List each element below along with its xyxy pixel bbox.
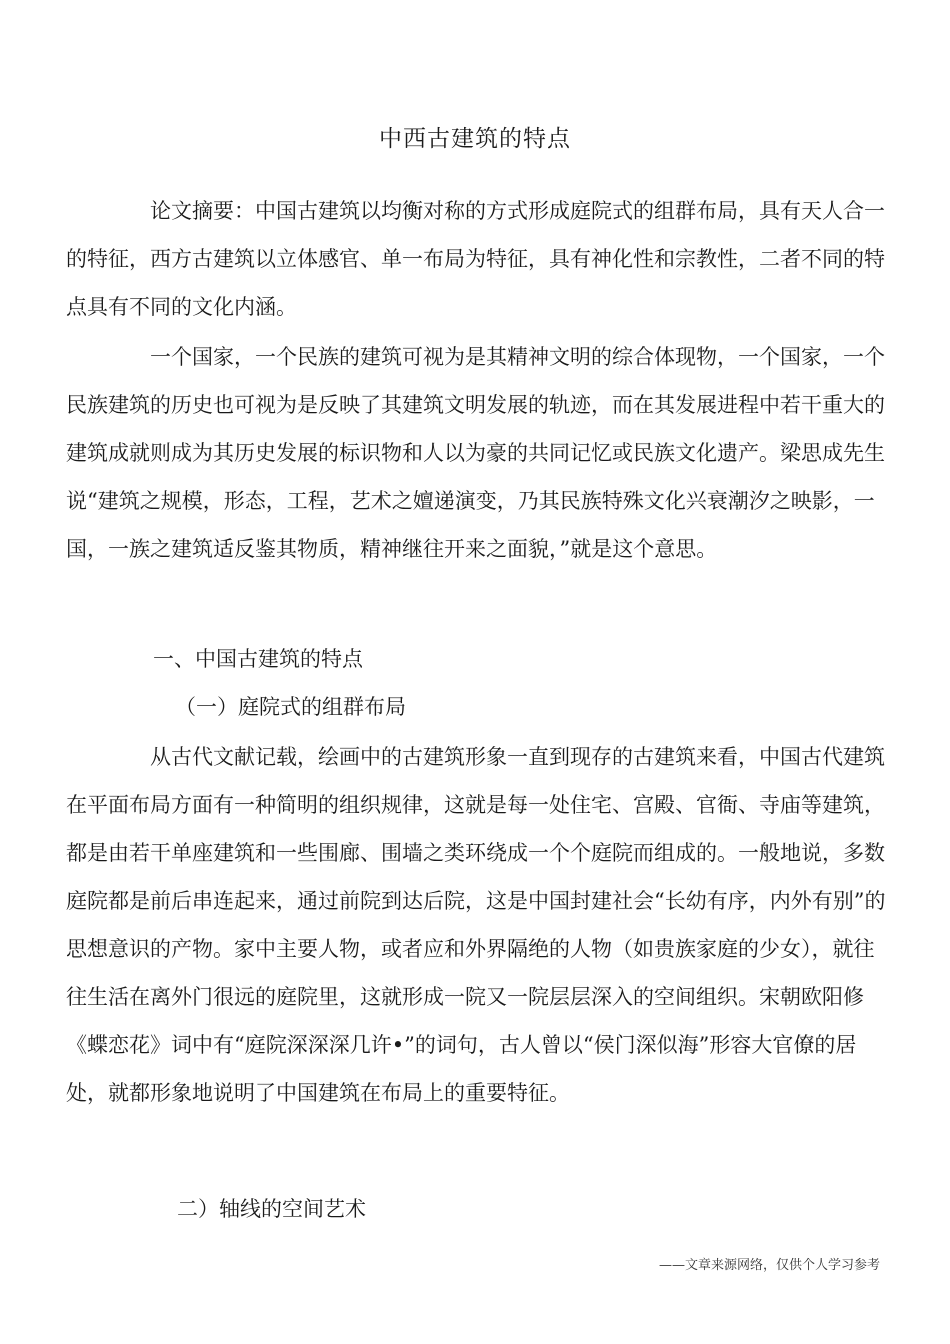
page-title: 中西古建筑的特点 — [379, 126, 571, 152]
footer-note: ——文章来源网络，仅供个人学习参考 — [658, 1258, 880, 1273]
subsection-1-paragraph: 从古代文献记载，绘画中的古建筑形象一直到现存的古建筑来看，中国古代建筑在平面布局方面有一种简明的组织规律，这就是每一处住宅、宫殿、官衙、寺庙等建筑，都是由若干单座建筑和一些围廊、围墙之类环绕成一个个庭院而组成的。一般地说，多数庭院都是前后串连起来，通过前院到达后院，这是中国封建社会“长幼有序，内外有别”的思想意识的产物。家中主要人物，或者应和外界隔绝的人物（如贵族家庭的少女），就往往生活在离外门很远的庭院里，这就形成一院又一院层层深入的空间组织。宋朝欧阳修《蝶恋花》词中有“庭院深深深几许•”的词句，古人曾以“侯门深似海”形容大官僚的居处，就都形象地说明了中国建筑在布局上的重要特征。 — [66, 745, 886, 1105]
subsection-1-block — [66, 733, 886, 1117]
subsection-heading-2: 二）轴线的空间艺术 — [177, 1197, 366, 1221]
abstract-block — [66, 187, 886, 331]
intro-paragraph: 一个国家，一个民族的建筑可视为是其精神文明的综合体现物，一个国家，一个民族建筑的历史也可视为是反映了其建筑文明发展的轨迹，而在其发展进程中若干重大的建筑成就则成为其历史发展的标识物和人以为豪的共同记忆或民族文化遗产。梁思成先生说“建筑之规模，形态，工程，艺术之嬗递演变，乃其民族特殊文化兴衰潮汐之映影，一国，一族之建筑适反鉴其物质，精神继往开来之面貌，”就是这个意思。 — [66, 345, 885, 561]
abstract-paragraph: 论文摘要：中国古建筑以均衡对称的方式形成庭院式的组群布局，具有天人合一的特征，西方古建筑以立体感官、单一布局为特征，具有神化性和宗教性，二者不同的特点具有不同的文化内涵。 — [66, 199, 885, 319]
section-heading-1: 一、中国古建筑的特点 — [153, 647, 363, 671]
intro-block — [66, 333, 886, 573]
subsection-heading-1: （一）庭院式的组群布局 — [175, 695, 406, 719]
